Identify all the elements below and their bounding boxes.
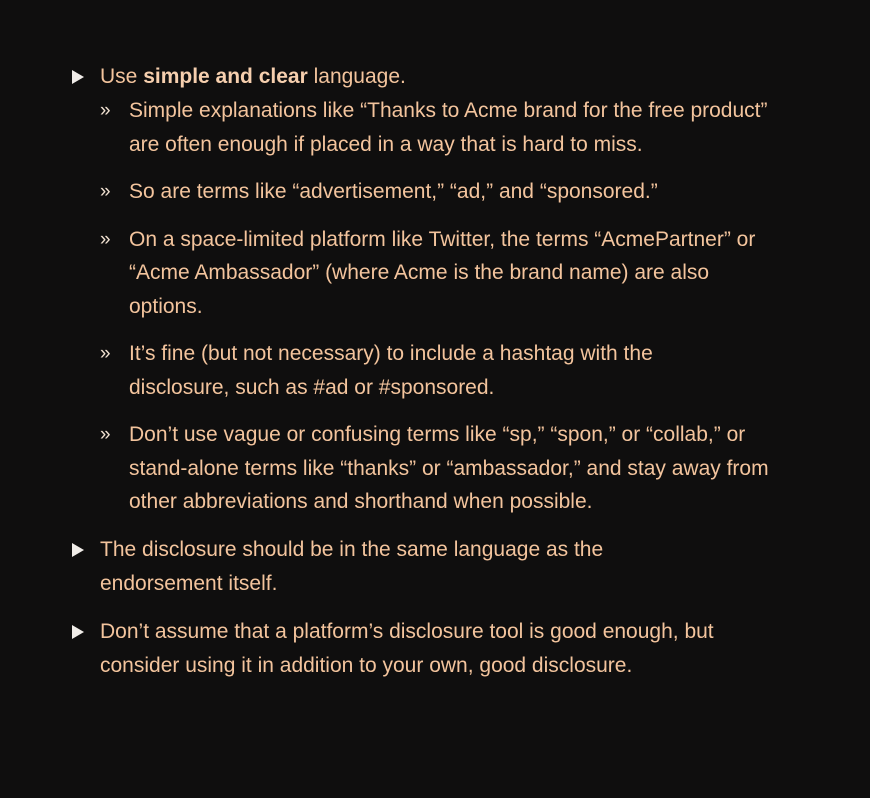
chevron-double-right-icon: » <box>100 181 111 202</box>
subitem <box>100 418 789 519</box>
subitem-text: On a space-limited platform like Twitter, the terms “AcmePartner” or “Acme Ambassador” (where Acme is the brand name) are also options. <box>129 227 756 318</box>
item-prefix: Use <box>100 65 144 88</box>
item-text: The disclosure should be in the same language as the endorsement itself. <box>100 537 604 595</box>
list-item-simple-language <box>72 60 772 519</box>
item-bold-text: simple and clear <box>143 65 308 88</box>
triangle-bullet-icon <box>72 615 86 649</box>
list-item-platform-tool <box>72 615 790 683</box>
item-text: Don’t assume that a platform’s disclosure tool is good enough, but consider using it in addition to your own, good disclosure. <box>100 619 714 677</box>
list-item-same-language <box>72 533 700 601</box>
triangle-bullet-icon <box>72 60 86 94</box>
chevron-double-right-icon: » <box>100 343 111 364</box>
chevron-double-right-icon: » <box>100 424 111 445</box>
subitem <box>100 175 769 209</box>
subitem-text: It’s fine (but not necessary) to include a hashtag with the disclosure, such as #ad or #sponsored. <box>129 342 653 399</box>
item-suffix: language. <box>307 65 406 88</box>
subitem <box>100 223 769 324</box>
sublist <box>100 94 772 519</box>
subitem-text: Don’t use vague or confusing terms like “sp,” “spon,” or “collab,” or stand-alone terms like “thanks” or “ambassador,” and stay away from other abbreviations and shorthand when possible. <box>129 423 769 513</box>
subitem <box>100 337 719 404</box>
disclosure-guidelines-list <box>72 60 772 697</box>
chevron-double-right-icon: » <box>100 228 111 250</box>
subitem-text: Simple explanations like “Thanks to Acme brand for the free product” are often enough if placed in a way that is hard to miss. <box>129 99 768 156</box>
subitem <box>100 94 769 161</box>
chevron-double-right-icon: » <box>100 100 111 121</box>
triangle-bullet-icon <box>72 533 86 567</box>
subitem-text: So are terms like “advertisement,” “ad,” and “sponsored.” <box>129 180 658 203</box>
